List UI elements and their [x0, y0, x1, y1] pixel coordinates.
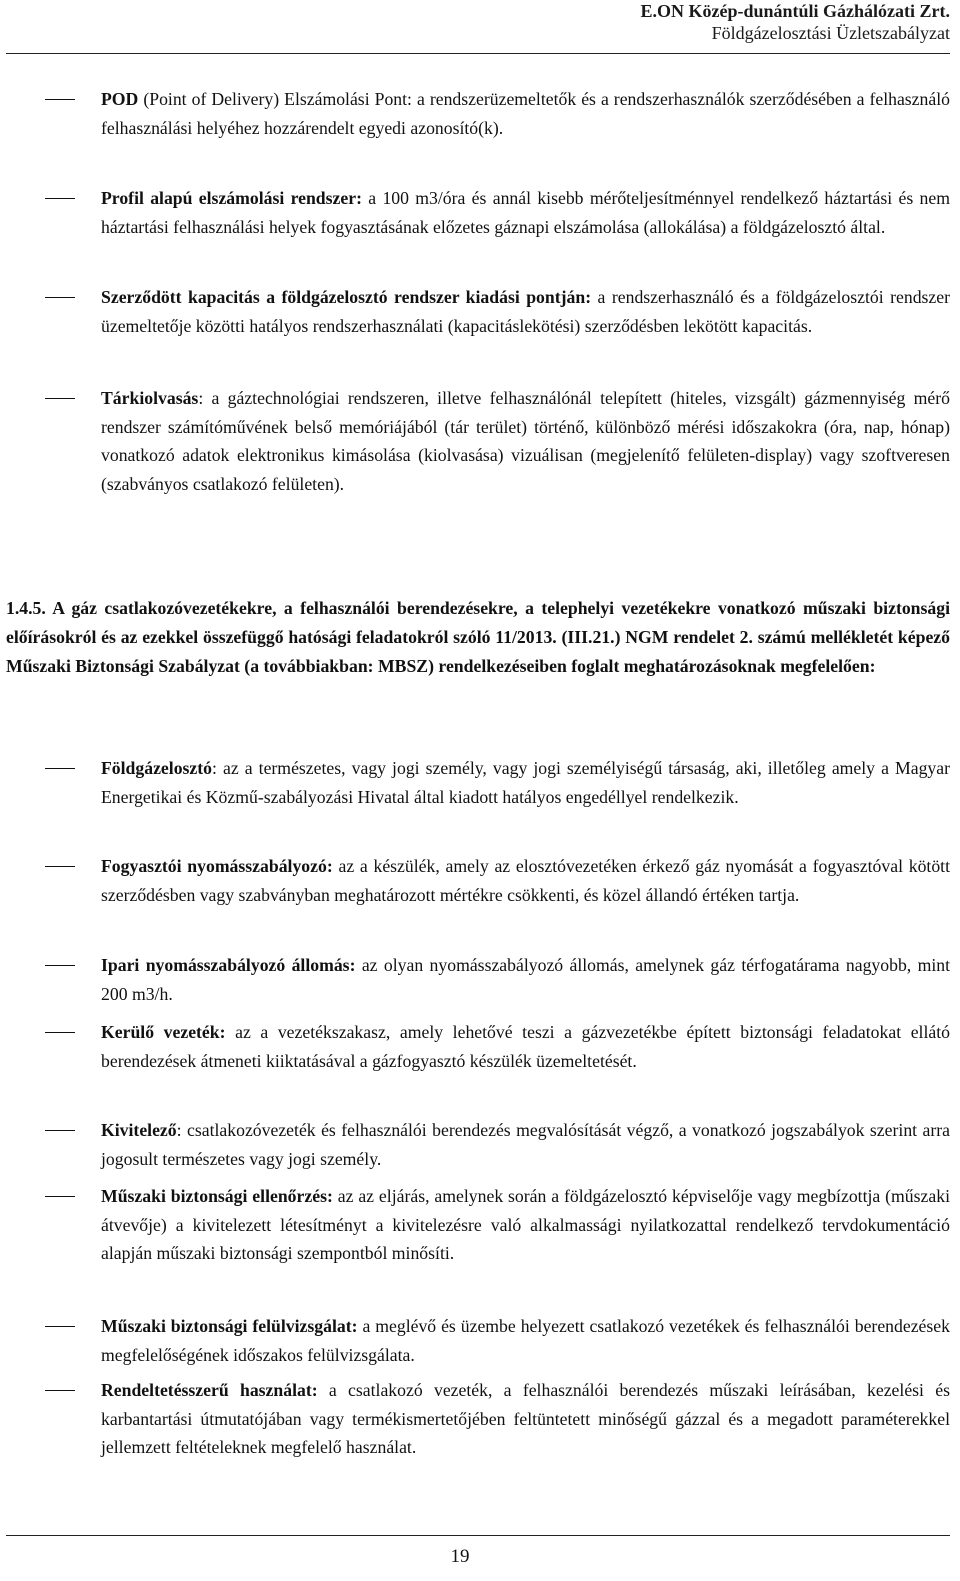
definition-term: Műszaki biztonsági felülvizsgálat: [101, 1316, 358, 1336]
definition-term: Rendeltetésszerű használat: [101, 1380, 318, 1400]
definition-term: Kivitelező [101, 1120, 177, 1140]
definition-term: Kerülő vezeték: [101, 1022, 226, 1042]
definition-text: az a vezetékszakasz, amely lehetővé teszi a gázvezetékbe épített biztonsági feladatokat ellátó berendezések átmeneti kiiktatásával a gázfogyasztó készülék üzemeltetését. [101, 1022, 950, 1071]
section-title: A gáz csatlakozóvezetékekre, a felhasználói berendezésekre, a telephelyi vezetékekre vonatkozó műszaki biztonsági előírásokról és az ezekkel összefüggő hatósági feladatokról szóló 11/2013. (III.21.) NGM rendelet 2. számú mellékletét képező Műszaki Biztonsági Szabályzat (a továbbiakban: MBSZ) rendelkezéseiben foglalt meghatározásoknak megfelelően: [6, 598, 950, 676]
dash-bullet [45, 1326, 75, 1327]
page-number: 19 [450, 1546, 470, 1567]
definition-term: Szerződött kapacitás a földgázelosztó rendszer kiadási pontján: [101, 287, 592, 307]
header-divider [6, 53, 950, 54]
dash-bullet [45, 866, 75, 867]
definition-term: Fogyasztói nyomásszabályozó: [101, 856, 333, 876]
definition-text: a rendszerhasználó és a földgázelosztói rendszer üzemeltetője közötti hatályos rendszerhasználati (kapacitáslekötési) szerződésben lekötött kapacitás. [101, 287, 951, 336]
company-name: E.ON Közép-dunántúli Gázhálózati Zrt. [640, 1, 950, 21]
definition-text: a 100 m3/óra és annál kisebb mérőteljesítménnyel rendelkező háztartási és nem háztartási felhasználási helyek fogyasztásának előzetes gáznapi elszámolása (allokálása) a földgázelosztó által. [101, 188, 950, 237]
dash-bullet [45, 965, 75, 966]
definition-text: : a gáztechnológiai rendszeren, illetve felhasználónál telepített (hiteles, vizsgált) gázmennyiség mérő rendszer számítóművének belső memóriájából (tár terület) történő, különböző mérési időszakokra (óra, nap, hónap) vonatkozó adatok elektronikus kimásolása (kiolvasása) vizuálisan (megjelenítő felületen-display) vagy szoftveresen (szabványos csatlakozó felületen). [101, 388, 950, 494]
footer-divider [6, 1535, 950, 1536]
definition-item-muszaki-biztonsagi-felulvizsgalat [101, 1312, 950, 1369]
dash-bullet [45, 1390, 75, 1391]
definition-item-kerulo-vezetek [101, 1018, 950, 1075]
section-heading-1-4-5 [6, 594, 950, 681]
definition-item-kivitelezo [101, 1116, 950, 1173]
definition-text: a meglévő és üzembe helyezett csatlakozó vezetékek és felhasználói berendezések megfelelőségének időszakos felülvizsgálata. [101, 1316, 950, 1365]
definition-item-fogyasztoi-nyomasszabalyozo [101, 852, 950, 909]
definition-text: az a készülék, amely az elosztóvezetéken érkező gáz nyomását a fogyasztóval kötött szerződésben vagy szabványban meghatározott mértékre csökkenti, és közel állandó értéken tartja. [101, 856, 951, 905]
definition-text: az az eljárás, amelynek során a földgázelosztó képviselője vagy megbízottja (műszaki átvevője) a kivitelezett létesítményt a kivitelezésre való alkalmassági nyilatkozattal rendelkező tervdokumentáció alapján műszaki biztonsági szempontból minősíti. [101, 1186, 950, 1263]
definition-term: Földgázelosztó [101, 758, 213, 778]
definition-term: Profil alapú elszámolási rendszer: [101, 188, 362, 208]
definition-term: Műszaki biztonsági ellenőrzés: [101, 1186, 333, 1206]
definition-item-szerzodott-kapacitas [101, 283, 950, 340]
definition-text: : csatlakozóvezeték és felhasználói berendezés megvalósítását végző, a vonatkozó jogszabályok szerint arra jogosult természetes vagy jogi személy. [101, 1120, 950, 1169]
definition-term: Tárkiolvasás [101, 388, 199, 408]
definition-item-ipari-nyomasszabalyozo [101, 951, 950, 1008]
definition-item-pod [101, 85, 950, 142]
definition-item-profil [101, 184, 950, 241]
definition-item-rendeltetesszeru-hasznalat [101, 1376, 950, 1462]
page-header [640, 0, 950, 44]
dash-bullet [45, 398, 75, 399]
definition-term: Ipari nyomásszabályozó állomás: [101, 955, 356, 975]
dash-bullet [45, 1130, 75, 1131]
definition-item-tarkiolvasas [101, 384, 950, 498]
definition-text: az olyan nyomásszabályozó állomás, amelynek gáz térfogatárama nagyobb, mint 200 m3/h. [101, 955, 950, 1004]
document-title: Földgázelosztási Üzletszabályzat [711, 23, 950, 43]
dash-bullet [45, 1032, 75, 1033]
dash-bullet [45, 768, 75, 769]
definition-item-foldgazeloszto [101, 754, 950, 811]
definition-text: (Point of Delivery) Elszámolási Pont: a rendszerüzemeltetők és a rendszerhasználók szerződésében a felhasználó felhasználási helyéhez hozzárendelt egyedi azonosító(k). [101, 89, 950, 138]
definition-term: POD [101, 89, 139, 109]
definition-text: : az a természetes, vagy jogi személy, vagy jogi személyiségű társaság, aki, illetőleg amely a Magyar Energetikai és Közmű-szabályozási Hivatal által kiadott hatályos engedéllyel rendelkezik. [101, 758, 950, 807]
definition-text: a csatlakozó vezeték, a felhasználói berendezés műszaki leírásában, kezelési és karbantartási útmutatójában vagy termékismertetőjében feltüntetett minőségű gázzal és a megadott paraméterekkel jellemzett feltételeknek megfelelő használat. [101, 1380, 950, 1457]
dash-bullet [45, 198, 75, 199]
section-number: 1.4.5. [6, 598, 46, 618]
definition-item-muszaki-biztonsagi-ellenorzes [101, 1182, 950, 1268]
dash-bullet [45, 99, 75, 100]
dash-bullet [45, 1196, 75, 1197]
dash-bullet [45, 297, 75, 298]
